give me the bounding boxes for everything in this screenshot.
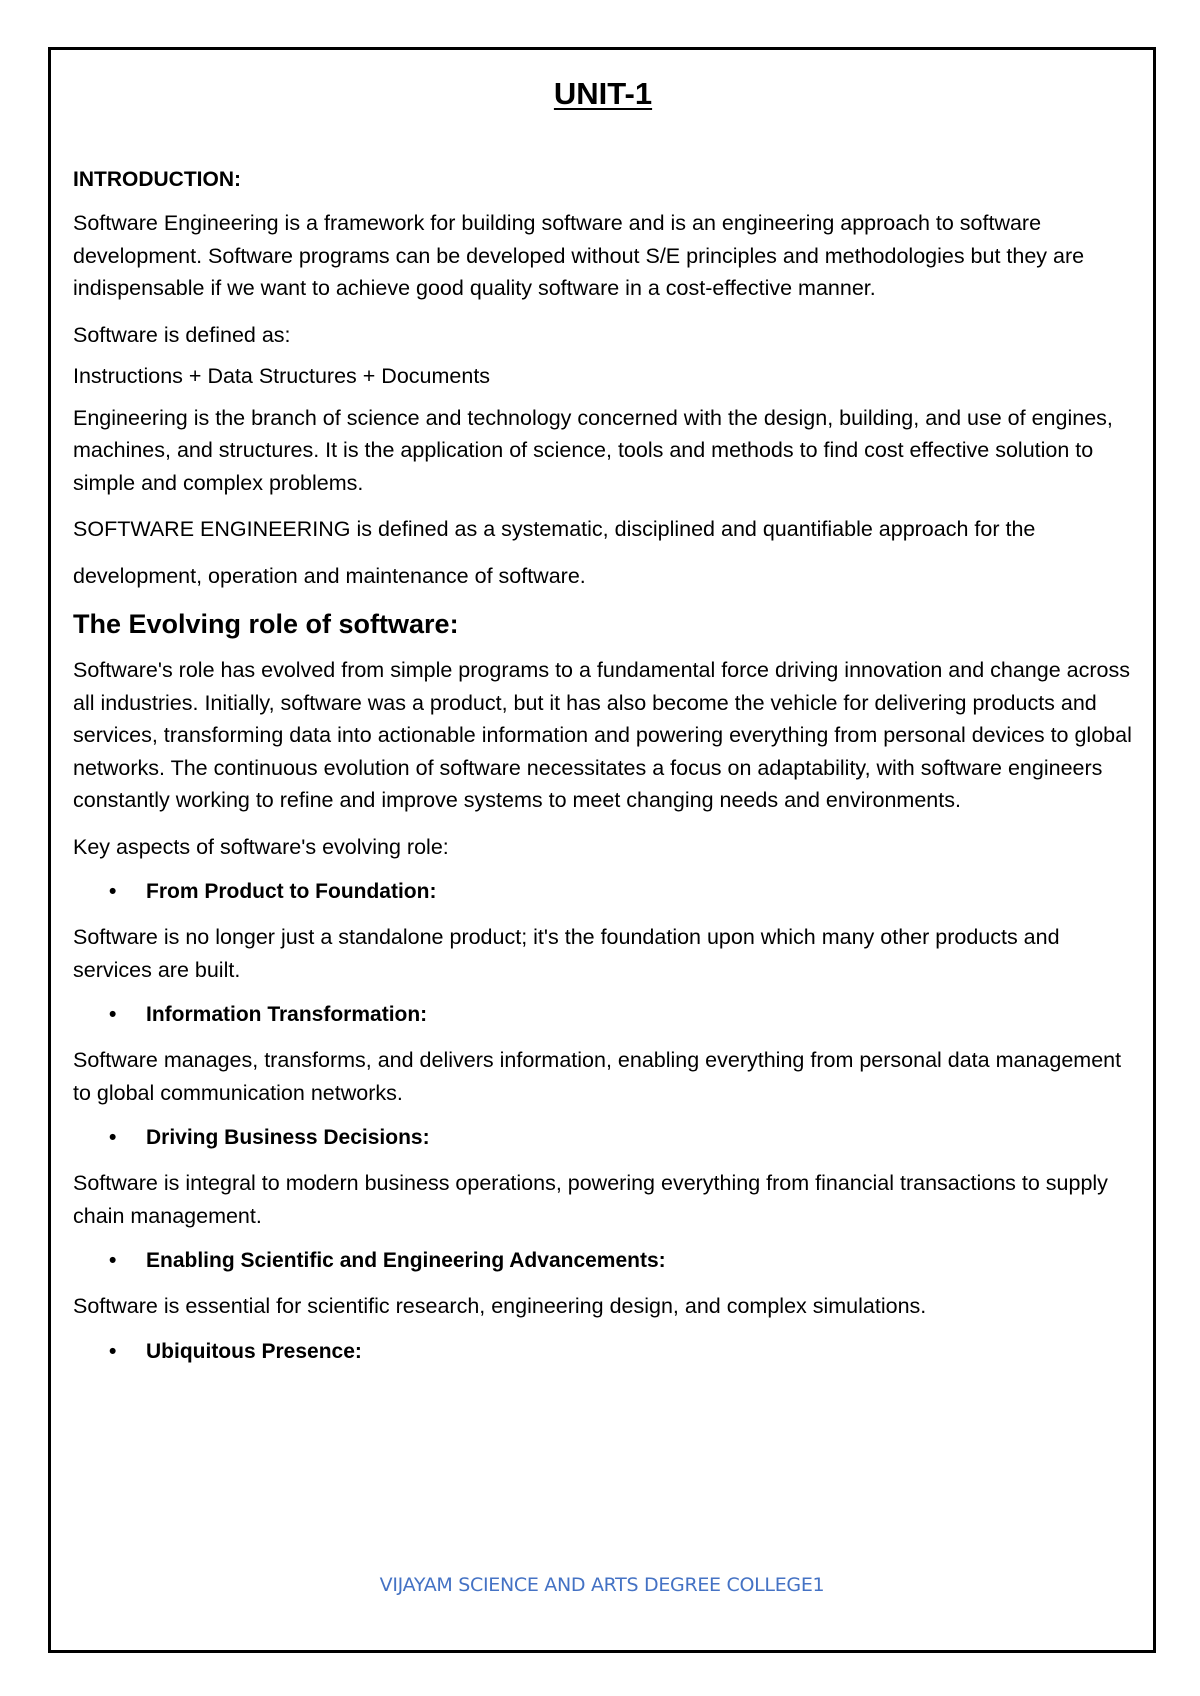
aspect-body: Software manages, transforms, and delivers information, enabling everything from personal data management to global communication networks.: [73, 1048, 1122, 1105]
aspect-heading-text: Ubiquitous Presence:: [146, 1339, 362, 1363]
aspect-body: Software is no longer just a standalone product; it's the foundation upon which many other products and services are built.: [73, 925, 1060, 982]
aspect-heading: [73, 877, 1133, 907]
bullet-icon: •: [109, 1126, 117, 1149]
intro-heading: INTRODUCTION:: [73, 168, 241, 191]
se-definition-line1: SOFTWARE ENGINEERING is defined as a systematic, disciplined and quantifiable approach for the: [73, 517, 1036, 541]
section-heading: The Evolving role of software:: [73, 609, 459, 639]
software-formula: Instructions + Data Structures + Documents: [73, 364, 491, 388]
aspect-list-item: [73, 877, 1133, 907]
se-definition-line2: development, operation and maintenance of software.: [73, 563, 586, 588]
aspect-heading: [73, 1000, 1133, 1030]
bullet-icon: •: [109, 1003, 117, 1026]
aspect-heading-text: Enabling Scientific and Engineering Advancements:: [146, 1249, 666, 1272]
engineering-paragraph: Engineering is the branch of science and technology concerned with the design, building, and use of engines, machines, and structures. It is the application of science, tools and methods to find cost effective solution to simple and complex problems.: [73, 405, 1113, 495]
bullet-icon: •: [109, 1249, 117, 1272]
page-title: UNIT-1: [553, 76, 653, 111]
aspect-list-item: [73, 1337, 1133, 1367]
aspect-body: Software is integral to modern business operations, powering everything from financial transactions to supply chain management.: [73, 1171, 1108, 1228]
aspect-list-item: [73, 1246, 1133, 1276]
key-aspects-intro: Key aspects of software's evolving role:: [73, 834, 449, 859]
document-body: [73, 72, 1133, 1381]
bullet-icon: •: [109, 880, 117, 903]
aspect-body: Software is essential for scientific research, engineering design, and complex simulations.: [73, 1294, 927, 1318]
aspect-heading-text: Information Transformation:: [146, 1003, 428, 1026]
bullet-icon: •: [109, 1339, 117, 1363]
aspect-list-item: [73, 1000, 1133, 1030]
aspect-heading: [73, 1337, 1133, 1367]
aspect-heading: [73, 1246, 1133, 1276]
intro-paragraph: Software Engineering is a framework for building software and is an engineering approach to software development. Software programs can be developed without S/E principles and methodologies but they are indispensable if we want to achieve good quality software in a cost-effective manner.: [73, 211, 1085, 300]
evolving-paragraph: Software's role has evolved from simple programs to a fundamental force driving innovation and change across all industries. Initially, software was a product, but it has also become the vehicle for delivering products and services, transforming data into actionable information and powering everything from personal devices to global networks. The continuous evolution of software necessitates a focus on adaptability, with software engineers constantly working to refine and improve systems to meet changing needs and environments.: [73, 658, 1132, 812]
aspect-heading-text: Driving Business Decisions:: [146, 1126, 430, 1149]
page-footer: VIJAYAM SCIENCE AND ARTS DEGREE COLLEGE1: [379, 1574, 825, 1596]
software-defined-text: Software is defined as:: [73, 322, 291, 347]
aspect-list-item: [73, 1123, 1133, 1153]
aspect-heading-text: From Product to Foundation:: [146, 880, 437, 903]
aspect-heading: [73, 1123, 1133, 1153]
